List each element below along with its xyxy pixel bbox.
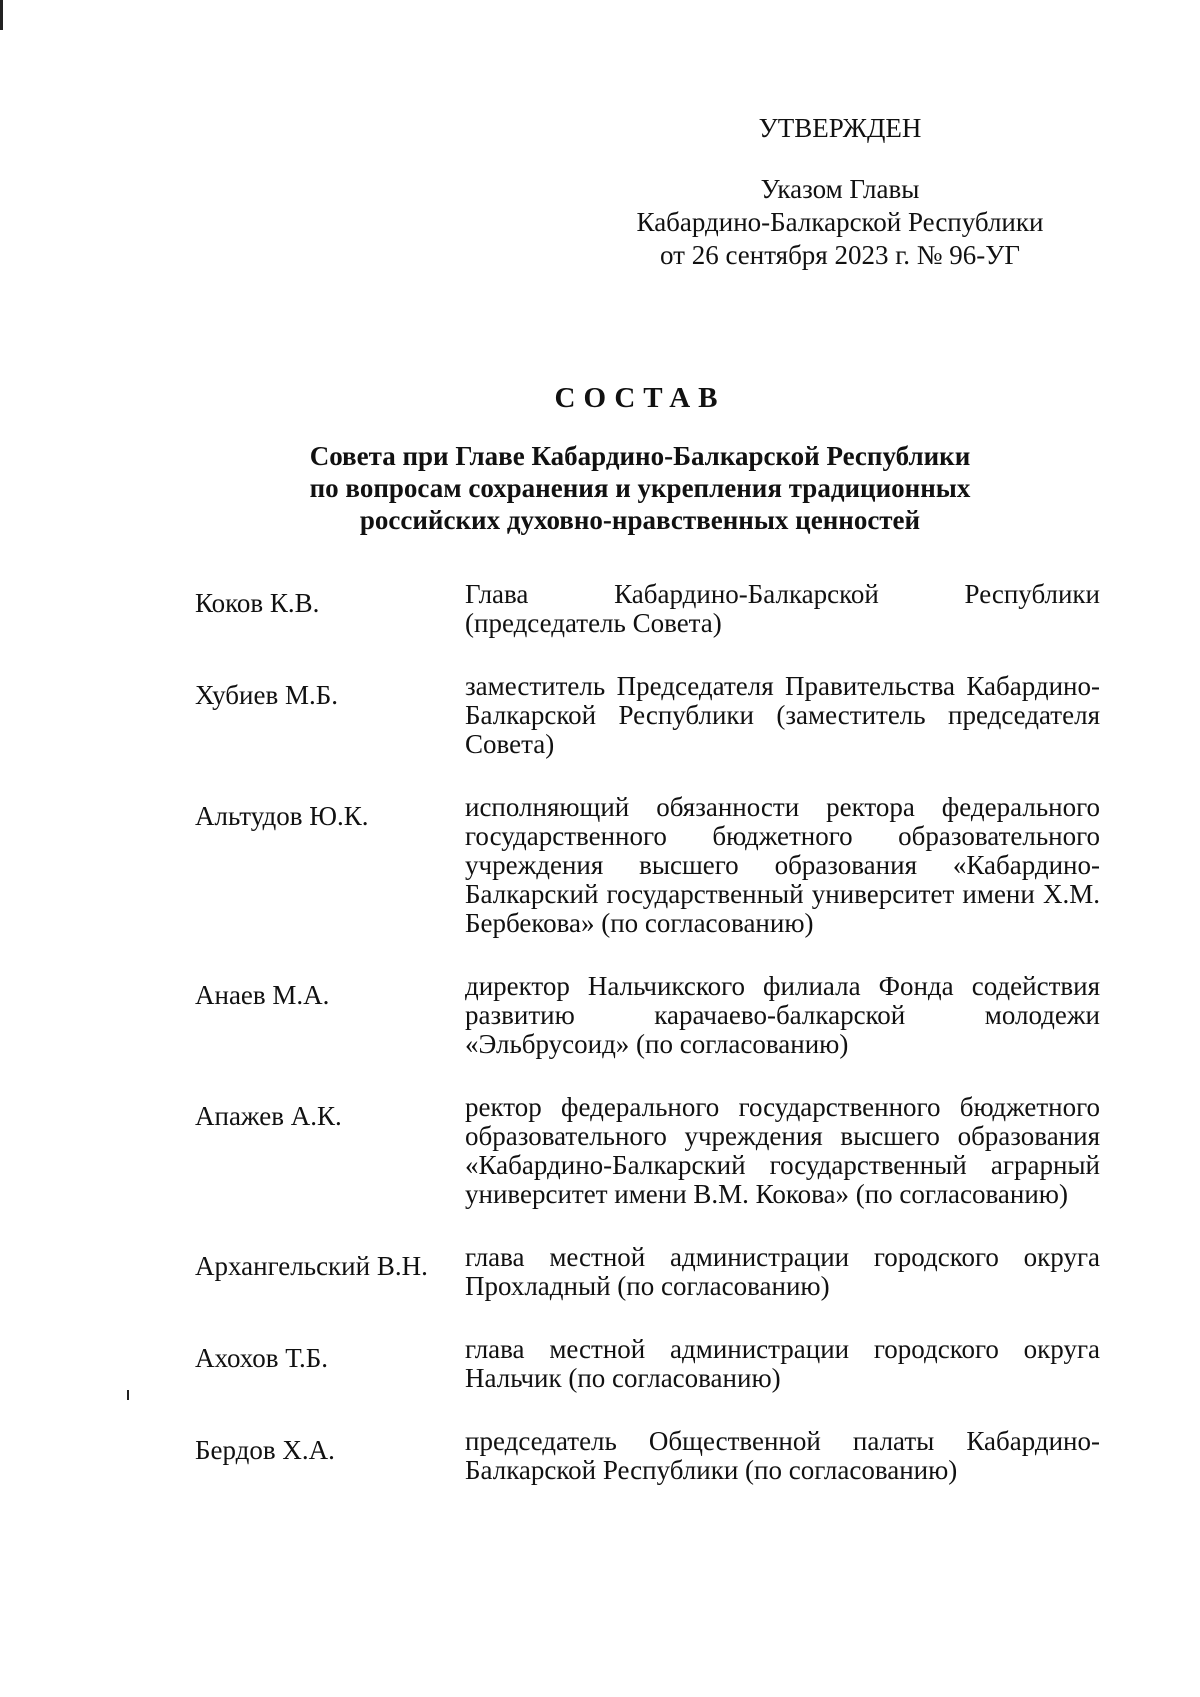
member-name: Архангельский В.Н. (195, 1251, 428, 1281)
member-row (195, 1093, 1100, 1209)
member-role: директор Нальчикского филиала Фонда содействия развитию карачаево-балкарской молодежи «Эльбрусоид» (по согласованию) (465, 971, 1100, 1059)
member-row (195, 580, 1100, 638)
member-name: Ахохов Т.Б. (195, 1343, 329, 1373)
member-name: Анаев М.А. (195, 980, 330, 1010)
document-title: СОСТАВ (554, 382, 726, 414)
member-role: глава местной администрации городского округа Прохладный (по согласованию) (465, 1242, 1100, 1301)
approval-line: от 26 сентября 2023 г. № 96-УГ (660, 240, 1020, 270)
member-role: ректор федерального государственного бюджетного образовательного учреждения высшего образования «Кабардино-Балкарский государственный аграрный университет имени В.М. Кокова» (по согласованию) (465, 1092, 1100, 1209)
member-name: Бердов Х.А. (195, 1435, 335, 1465)
member-role: исполняющий обязанности ректора федерального государственного бюджетного образовательного учреждения высшего образования «Кабардино-Балкарский государственный университет имени Х.М. Бербекова» (по согласованию) (465, 792, 1100, 938)
member-name: Хубиев М.Б. (195, 680, 338, 710)
scan-margin-mark (127, 1390, 129, 1400)
member-name: Коков К.В. (195, 588, 320, 618)
member-row (195, 793, 1100, 938)
member-role: заместитель Председателя Правительства Кабардино-Балкарской Республики (заместитель председателя Совета) (465, 671, 1100, 759)
member-name: Альтудов Ю.К. (195, 801, 369, 831)
member-name: Апажев А.К. (195, 1101, 342, 1131)
member-role: председатель Общественной палаты Кабардино-Балкарской Республики (по согласованию) (465, 1426, 1100, 1485)
member-role: Глава Кабардино-Балкарской Республики (председатель Совета) (465, 579, 1100, 638)
members-list (195, 580, 1100, 1519)
member-row (195, 1427, 1100, 1485)
member-role: глава местной администрации городского округа Нальчик (по согласованию) (465, 1334, 1100, 1393)
scan-margin-mark (0, 0, 3, 30)
approval-stamp: УТВЕРЖДЕН (758, 113, 922, 143)
approval-line: Указом Главы (760, 174, 920, 204)
approval-block (600, 112, 1080, 272)
member-row (195, 1243, 1100, 1301)
document-subtitle (250, 440, 1030, 536)
subtitle-line: Совета при Главе Кабардино-Балкарской Республики (309, 441, 971, 471)
approval-line: Кабардино-Балкарской Республики (636, 207, 1044, 237)
subtitle-line: российских духовно-нравственных ценностей (359, 505, 921, 535)
member-row (195, 972, 1100, 1059)
member-row (195, 1335, 1100, 1393)
subtitle-line: по вопросам сохранения и укрепления традиционных (309, 473, 971, 503)
member-row (195, 672, 1100, 759)
